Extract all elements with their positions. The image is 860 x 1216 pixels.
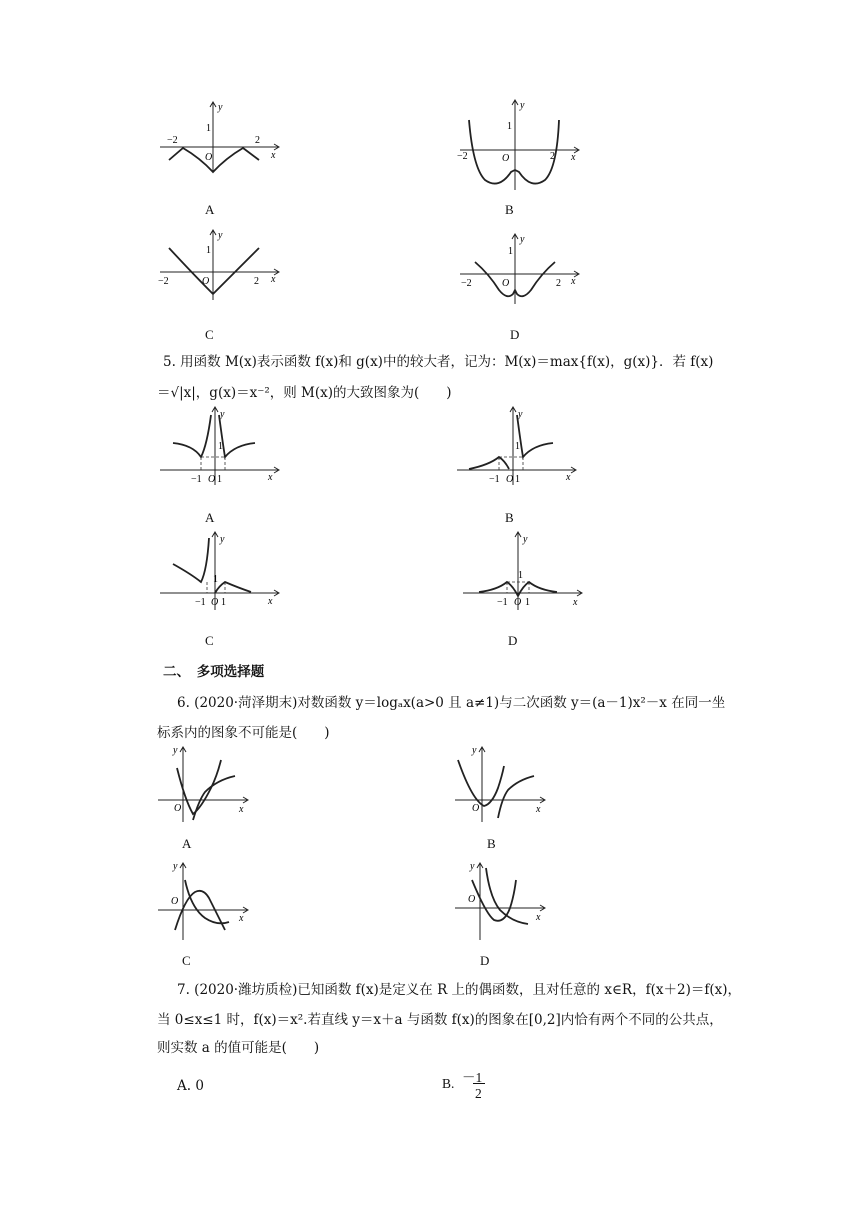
svg-text:O: O <box>468 894 476 905</box>
svg-text:y: y <box>518 409 523 420</box>
svg-text:y: y <box>523 534 528 545</box>
svg-text:1: 1 <box>525 597 530 608</box>
svg-text:x: x <box>566 472 571 483</box>
q4-graph-d <box>455 232 585 307</box>
svg-text:x: x <box>571 276 576 287</box>
svg-text:x: x <box>536 804 541 815</box>
q7-option-a[interactable]: A. 0 <box>177 1078 204 1094</box>
q4-graph-a <box>155 100 285 175</box>
svg-text:x: x <box>268 472 273 483</box>
q5-option-c-label[interactable]: C <box>205 633 214 648</box>
q6-graph-b <box>452 740 557 825</box>
svg-text:x: x <box>239 804 244 815</box>
svg-text:y: y <box>470 861 475 872</box>
q5-graph-b <box>455 405 585 490</box>
q4-option-a-label[interactable]: A <box>205 202 215 217</box>
svg-text:x: x <box>271 274 276 285</box>
svg-text:O: O <box>506 474 514 485</box>
svg-text:y: y <box>173 861 178 872</box>
q7-stem-line3: 则实数 a 的值可能是( ) <box>157 1040 320 1056</box>
q6-graph-d <box>452 858 557 948</box>
svg-text:−1: −1 <box>489 474 500 485</box>
q6-option-a-label[interactable]: A <box>182 836 192 851</box>
q5-stem-line1: 5. 用函数 M(x)表示函数 f(x)和 g(x)中的较大者，记为：M(x)＝max{f(x)，g(x)}．若 f(x) <box>163 354 714 370</box>
svg-text:y: y <box>520 234 525 245</box>
q6-stem-line2: 标系内的图象不可能是( ) <box>157 725 330 741</box>
q7-stem-line2: 当 0≤x≤1 时，f(x)＝x².若直线 y＝x＋a 与函数 f(x)的图象在[0,2]内恰有两个不同的公共点， <box>157 1012 723 1028</box>
svg-text:O: O <box>502 278 510 289</box>
q5-graph-c <box>155 530 285 615</box>
q4-graph-b <box>455 98 585 193</box>
q6-option-c-label[interactable]: C <box>182 953 191 968</box>
svg-text:y: y <box>173 745 178 756</box>
q5-option-d-label[interactable]: D <box>508 633 518 648</box>
svg-text:O: O <box>514 597 522 608</box>
svg-text:O: O <box>171 896 179 907</box>
svg-text:1: 1 <box>213 574 218 585</box>
svg-text:y: y <box>220 534 225 545</box>
svg-text:O: O <box>472 803 480 814</box>
svg-text:O: O <box>174 803 182 814</box>
svg-text:2: 2 <box>556 278 561 289</box>
svg-text:O: O <box>208 474 216 485</box>
svg-text:−2: −2 <box>167 135 178 146</box>
q7-stem-line1: 7. (2020·潍坊质检)已知函数 f(x)是定义在 R 上的偶函数，且对任意的 x∈R，f(x＋2)＝f(x)， <box>177 982 741 998</box>
svg-text:−1: −1 <box>191 474 202 485</box>
q6-graph-c <box>155 858 260 948</box>
svg-text:y: y <box>218 230 223 241</box>
q4-option-c-label[interactable]: C <box>205 327 214 342</box>
q5-stem-line2: ＝√|x|，g(x)＝x⁻²，则 M(x)的大致图象为( ) <box>157 385 452 401</box>
svg-text:1: 1 <box>206 245 211 256</box>
q6-option-b-label[interactable]: B <box>487 836 496 851</box>
svg-text:O: O <box>211 597 219 608</box>
svg-text:x: x <box>239 913 244 924</box>
svg-text:1: 1 <box>217 474 222 485</box>
svg-text:x: x <box>573 597 578 608</box>
svg-text:−2: −2 <box>461 278 472 289</box>
q6-graph-a <box>155 740 260 825</box>
svg-text:1: 1 <box>507 121 512 132</box>
svg-text:y: y <box>218 102 223 113</box>
svg-text:x: x <box>536 912 541 923</box>
q4-option-b-label[interactable]: B <box>505 202 514 217</box>
svg-text:O: O <box>502 153 510 164</box>
svg-text:2: 2 <box>550 151 555 162</box>
q5-option-a-label[interactable]: A <box>205 510 215 525</box>
svg-text:x: x <box>571 152 576 163</box>
svg-text:1: 1 <box>221 597 226 608</box>
q7-option-b-prefix: B. <box>442 1076 455 1091</box>
svg-text:1: 1 <box>218 441 223 452</box>
svg-text:y: y <box>520 100 525 111</box>
svg-text:1: 1 <box>508 246 513 257</box>
q5-graph-a <box>155 405 285 490</box>
q7-option-b-denominator: 2 <box>475 1086 482 1101</box>
svg-text:1: 1 <box>518 570 523 581</box>
svg-text:2: 2 <box>255 135 260 146</box>
q7-option-b-numerator: －1 <box>462 1070 483 1085</box>
svg-text:−2: −2 <box>457 151 468 162</box>
q6-option-d-label[interactable]: D <box>480 953 490 968</box>
svg-text:2: 2 <box>254 276 259 287</box>
q6-stem-line1: 6. (2020·菏泽期末)对数函数 y＝logₐx(a>0 且 a≠1)与二次函数 y＝(a－1)x²－x 在同一坐 <box>177 695 726 711</box>
svg-text:O: O <box>202 276 210 287</box>
section-title: 二、 多项选择题 <box>163 664 265 680</box>
q4-option-d-label[interactable]: D <box>510 327 520 342</box>
svg-text:1: 1 <box>206 123 211 134</box>
svg-text:y: y <box>220 409 225 420</box>
svg-text:1: 1 <box>515 474 520 485</box>
svg-text:−1: −1 <box>195 597 206 608</box>
svg-text:−1: −1 <box>497 597 508 608</box>
q5-graph-d <box>455 530 585 615</box>
svg-text:y: y <box>472 745 477 756</box>
svg-text:x: x <box>268 596 273 607</box>
q5-option-b-label[interactable]: B <box>505 510 514 525</box>
svg-text:1: 1 <box>515 441 520 452</box>
svg-text:O: O <box>205 152 213 163</box>
svg-text:−2: −2 <box>158 276 169 287</box>
q4-graph-c <box>155 228 285 303</box>
svg-text:x: x <box>271 150 276 161</box>
